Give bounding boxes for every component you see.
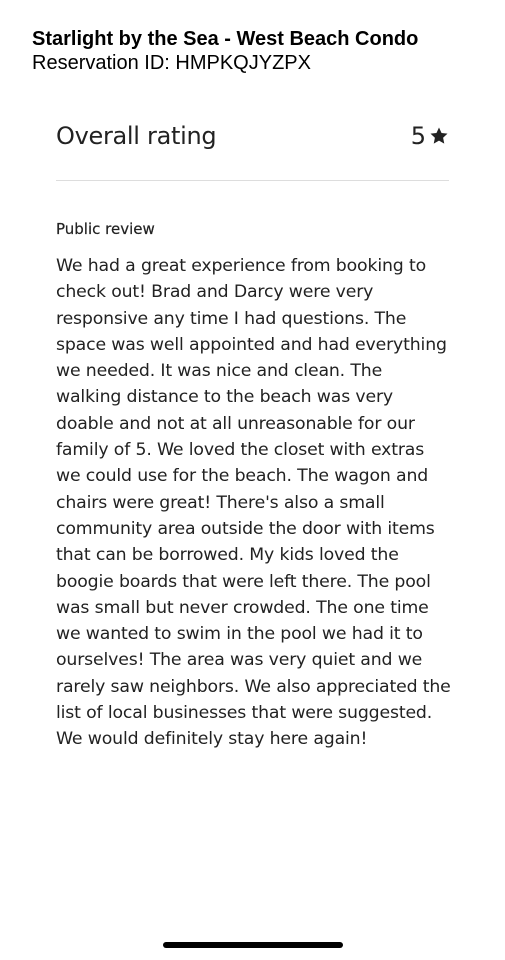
public-review-text: We had a great experience from booking to check out! Brad and Darcy were very responsive any time I had questions. The space was well appointed and had everything we needed. It was nice and clean. The walking distance to the beach was very doable and not at all unreasonable for our family of 5. We loved the closet with extras we could use for the beach. The wagon and chairs were great! There's also a small community area outside the door with items that can be borrowed. My kids loved the boogie boards that were left there. The pool was small but never crowded. The one time we wanted to swim in the pool we had it to ourselves! The area was very quiet and we rarely saw neighbors. We also appreciated the list of local businesses that were suggested. We would definitely stay here again! [56, 256, 451, 750]
public-review-heading: Public review [56, 220, 155, 238]
listing-title: Starlight by the Sea - West Beach Condo [32, 28, 419, 50]
reservation-id: Reservation ID: HMPKQJYZPX [32, 52, 311, 74]
overall-rating-label: Overall rating [56, 122, 217, 150]
overall-rating-row [56, 118, 449, 154]
rating-number: 5 [410, 122, 426, 150]
overall-rating-value [411, 122, 449, 150]
home-indicator[interactable] [163, 942, 343, 948]
divider [56, 180, 449, 181]
header [32, 27, 418, 75]
star-icon [429, 126, 449, 146]
